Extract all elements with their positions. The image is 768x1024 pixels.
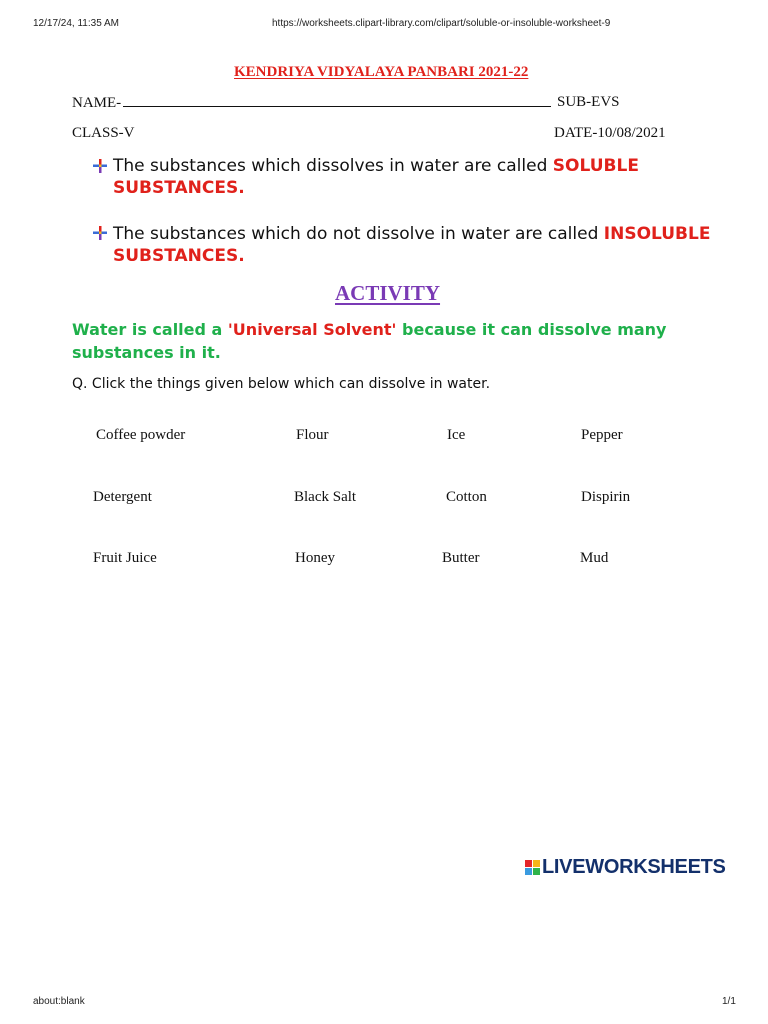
item-black-salt[interactable]: Black Salt [294, 489, 357, 505]
item-detergent[interactable]: Detergent [93, 489, 152, 505]
date-label: DATE-10/08/2021 [554, 125, 666, 141]
name-label: NAME- [72, 95, 122, 111]
class-label: CLASS-V [72, 125, 135, 141]
name-blank-line [123, 94, 551, 107]
plus-bullet-icon [92, 158, 108, 174]
soluble-definition [113, 155, 639, 199]
school-title: KENDRIYA VIDYALAYA PANBARI 2021-22 [234, 64, 529, 80]
universal-solvent-statement [72, 318, 666, 364]
solvent-text-1: Water is called a [72, 320, 228, 339]
solvent-text-3: substances in it. [72, 343, 221, 362]
soluble-term-cont: SUBSTANCES. [113, 178, 245, 198]
print-url: https://worksheets.clipart-library.com/clipart/soluble-or-insoluble-worksheet-9 [272, 18, 611, 29]
soluble-definition-text: The substances which dissolves in water are called [113, 156, 553, 176]
item-dispirin[interactable]: Dispirin [581, 489, 631, 505]
logo-square [533, 868, 540, 875]
liveworksheets-logo [525, 856, 726, 879]
print-footer-left: about:blank [33, 996, 85, 1007]
item-cotton[interactable]: Cotton [446, 489, 487, 505]
activity-heading: ACTIVITY [335, 281, 441, 305]
question-text: Q. Click the things given below which can dissolve in water. [72, 376, 491, 392]
soluble-term: SOLUBLE [552, 156, 639, 176]
item-ice[interactable]: Ice [447, 427, 466, 443]
logo-grid-icon [525, 860, 540, 875]
logo-text: LIVEWORKSHEETS [542, 856, 726, 878]
item-butter[interactable]: Butter [442, 550, 480, 566]
insoluble-definition-text: The substances which do not dissolve in water are called [113, 224, 604, 244]
logo-square [525, 868, 532, 875]
logo-square [533, 860, 540, 867]
solvent-text-2: because it can dissolve many [396, 320, 667, 339]
item-flour[interactable]: Flour [296, 427, 329, 443]
subject-label: SUB-EVS [557, 94, 620, 110]
insoluble-term-cont: SUBSTANCES. [113, 246, 245, 266]
item-pepper[interactable]: Pepper [581, 427, 623, 443]
logo-square [525, 860, 532, 867]
insoluble-definition [113, 223, 710, 267]
item-honey[interactable]: Honey [295, 550, 335, 566]
item-coffee-powder[interactable]: Coffee powder [96, 427, 186, 443]
insoluble-term: INSOLUBLE [603, 224, 711, 244]
print-datetime: 12/17/24, 11:35 AM [33, 18, 119, 29]
name-field [72, 94, 551, 112]
item-mud[interactable]: Mud [580, 550, 609, 566]
plus-bullet-icon [92, 225, 108, 241]
universal-solvent-term: 'Universal Solvent' [227, 320, 397, 339]
print-footer-page: 1/1 [722, 996, 736, 1007]
item-fruit-juice[interactable]: Fruit Juice [93, 550, 157, 566]
